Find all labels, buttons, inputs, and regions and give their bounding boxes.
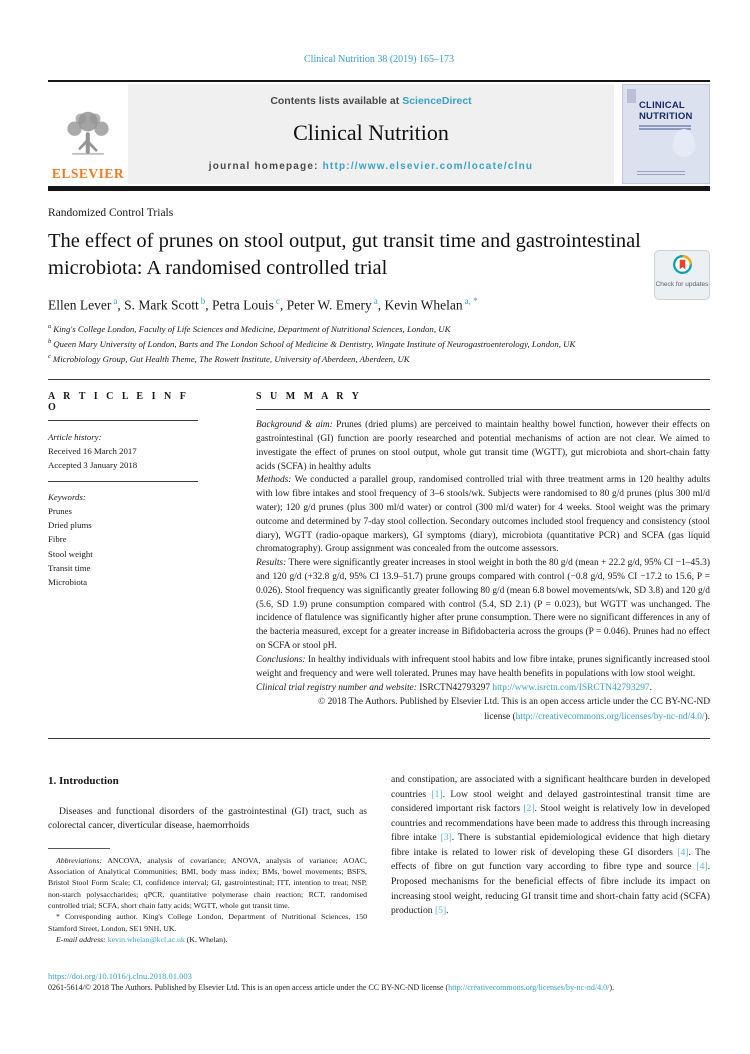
paragraph-text: . Stool weight is relatively low in developed countries and recommendations have been made to address this through increasing fibre intake <box>391 803 710 844</box>
elsevier-tree-icon <box>60 109 116 166</box>
paragraph-text: . The effects of fibre on gut function vary according to fibre type and source <box>391 846 711 873</box>
title-block <box>48 228 710 288</box>
page <box>0 54 750 1054</box>
paragraph-text: . Low stool weight and delayed gastrointestinal transit time are considered important risk factors <box>391 788 710 815</box>
doi-link[interactable]: https://doi.org/10.1016/j.clnu.2018.01.003 <box>48 971 192 981</box>
contents-prefix: Contents lists available at <box>270 95 403 107</box>
intro-right-paragraph <box>391 773 710 919</box>
article-info-heading: A R T I C L E I N F O <box>48 380 198 421</box>
methods-label: Methods: <box>256 475 292 486</box>
list-item: Microbiota <box>48 576 88 587</box>
background-text: Prunes (dried plums) are perceived to maintain healthy bowel function, however their effects on gastrointestinal (GI) function are poorly researched and potential mechanisms of action are not clear. We aimed to investigate the effect of prunes on stool output, whole gut transit time (WGTT), gut microbiota and short-chain fatty acids (SCFA) in healthy adults <box>256 420 710 472</box>
conclusions-text: In healthy individuals with infrequent stool habits and low fibre intake, prunes significantly increased stool weight and frequency and were well tolerated. Prunes may have health benefits in populations with low stool weight. <box>256 654 710 679</box>
article-history-label: Article history: <box>48 432 102 443</box>
author-affil-marker: a <box>373 295 378 306</box>
keywords-label: Keywords: <box>48 492 86 503</box>
check-updates-icon <box>672 262 693 279</box>
keywords-list <box>48 504 198 588</box>
contents-line <box>128 95 614 107</box>
list-item: Dried plums <box>48 520 92 531</box>
summary-column <box>256 380 710 725</box>
author-affil-marker: c <box>275 295 280 306</box>
homepage-line <box>128 161 614 172</box>
affiliation-list <box>48 322 710 366</box>
article-title: The effect of prunes on stool output, gut transit time and gastrointestinal microbiota: A randomised controlled trial <box>48 230 641 280</box>
author-name: S. Mark Scott <box>124 297 199 313</box>
summary-registry <box>256 682 710 696</box>
list-item: Fibre <box>48 534 67 545</box>
list-item: Stool weight <box>48 548 93 559</box>
author-name: Ellen Lever <box>48 297 112 313</box>
sciencedirect-link[interactable]: ScienceDirect <box>402 95 472 107</box>
journal-title: Clinical Nutrition <box>293 120 449 145</box>
abbreviations-text: ANCOVA, analysis of covariance; ANOVA, analysis of variance; AOAC, Association of Analytical Communities; BMI, body mass index; BMs, bowel movements; BSFS, Bristol Stool Form Scale; CI, confidence interval; GI, gastrointestinal; ITT, intention to treat; NSP, non-starch polysaccharides; qPCR, quantitative polymerase chain reaction; RCT, randomised controlled trial; SCFA, short chain fatty acids; WGTT, whole gut transit time. <box>48 855 367 911</box>
intro-left-column <box>48 773 367 945</box>
masthead-divider-bar <box>48 186 710 191</box>
list-item: Prunes <box>48 506 72 517</box>
email-link[interactable]: kevin.whelan@kcl.ac.uk <box>107 934 185 944</box>
corresponding-author-note: * Corresponding author. King's College London, Department of Nutritional Sciences, 150 Stamford Street, London, SE1 9NH, UK. <box>48 912 367 933</box>
summary-results <box>256 557 710 654</box>
introduction-section <box>48 773 710 945</box>
footnote-block <box>48 848 367 945</box>
elsevier-logo <box>48 84 128 184</box>
license-link[interactable]: http://creativecommons.org/licenses/by-nc-nd/4.0/ <box>515 712 705 723</box>
article-type-label: Randomized Control Trials <box>48 207 174 219</box>
reference-link[interactable]: [2] <box>523 803 535 815</box>
background-label: Background & aim: <box>256 420 333 431</box>
masthead-center <box>128 84 614 184</box>
reference-link[interactable]: [4] <box>677 846 689 858</box>
conclusions-label: Conclusions: <box>256 654 306 665</box>
info-divider <box>48 481 198 482</box>
affiliation-line: $^a$ King's College London, Faculty of Life Sciences and Medicine, Department of Nutritional Sciences, London, UK <box>48 323 451 335</box>
reference-link[interactable]: [3] <box>440 832 452 844</box>
masthead <box>48 80 710 184</box>
intro-left-paragraph: Diseases and functional disorders of the gastrointestinal (GI) tract, such as colorectal cancer, diverticular disease, haemorrhoids <box>48 805 367 832</box>
list-item: Transit time <box>48 562 91 573</box>
paragraph-text: and constipation, are associated with a significant healthcare burden in developed countries <box>391 773 710 800</box>
abbreviations-note <box>48 855 367 911</box>
methods-text: We conducted a parallel group, randomised controlled trial with three treatment arms in 120 healthy adults with low fibre intakes and stool frequency of 3–6 stools/wk. Subjects were randomised to 80 g/d prunes (plus 300 ml/d water); 120 g/d prunes (plus 300 ml/d water) or control (300 ml/d water) for 4 weeks. Stool weight was the primary outcome and determined by 7-day stool collection. Secondary outcomes included stool frequency and consistency (stool diary), WGTT (radio-opaque markers), GI symptoms (diary), microbiota (quantitative PCR) and SCFA (gas liquid chromatography). Group assignment was concealed from the outcome assessors. <box>256 475 710 555</box>
cover-footer-lines <box>637 169 685 175</box>
author-affil-marker: a <box>113 295 118 306</box>
copyright-line1: © 2018 The Authors. Published by Elsevier Ltd. This is an open access article under the CC BY-NC-ND <box>318 697 710 708</box>
elsevier-wordmark: ELSEVIER <box>51 166 125 181</box>
paragraph-text: . There is substantial epidemiological evidence that high dietary fibre intake is related to lower risk of developing these GI disorders <box>391 832 710 858</box>
cover-watermark <box>673 129 695 157</box>
registry-label: Clinical trial registry number and website: <box>256 682 417 693</box>
summary-conclusions <box>256 654 710 682</box>
reference-link[interactable]: [1] <box>431 788 443 800</box>
summary-background <box>256 419 710 474</box>
summary-methods <box>256 474 710 557</box>
cover-volume-block <box>627 89 636 103</box>
issn-suffix: ). <box>609 983 614 992</box>
issn-license-link[interactable]: http://creativecommons.org/licenses/by-nc-nd/4.0/ <box>448 983 610 992</box>
copyright-line2 <box>256 711 710 725</box>
homepage-prefix: journal homepage: <box>208 161 323 172</box>
registry-end: . <box>649 682 652 693</box>
journal-cover-thumbnail <box>622 84 710 184</box>
email-note <box>48 934 367 945</box>
email-label: E-mail address: <box>56 934 106 944</box>
info-summary-grid <box>48 380 710 725</box>
results-text: There were significantly greater increases in stool weight in both the 80 g/d (mean + 22.2 g/d, 95% CI −1–45.3) and 120 g/d (+32.8 g/d, 95% CI 13.9–51.7) prune groups compared with control (−0.8 g/d, 95% CI −17.2 to 15.6, P = 0.026). Stool frequency was significantly greater following 80 g/d (mean 6.8 bowel movements/wk, SD 3.8) and 120 g/d (5.6, SD 1.9) prune consumption compared with control (5.4, SD 2.1) (P = 0.023), but WGTT was unchanged. The incidence of flatulence was significantly higher after prune consumption. There were no significant differences in any of the bacteria measured, except for a greater increase in Bifidobacteria across the groups (P = 0.046). Prunes had no effect on SCFA or stool pH. <box>256 558 710 652</box>
article-history-list <box>48 444 198 472</box>
author-name: Peter W. Emery <box>286 297 372 313</box>
homepage-link[interactable]: http://www.elsevier.com/locate/clnu <box>322 161 534 172</box>
cover-subtitle-lines <box>639 125 703 131</box>
article-info-column <box>48 380 198 725</box>
page-footer <box>48 971 710 992</box>
list-item: Received 16 March 2017 <box>48 446 137 457</box>
cover-cell <box>622 84 710 184</box>
license-prefix: license ( <box>484 712 516 723</box>
author-name: Kevin Whelan <box>384 297 463 313</box>
reference-link[interactable]: [5] <box>434 905 447 917</box>
list-item: Accepted 3 January 2018 <box>48 460 138 471</box>
author-list: Ellen Lever $^a$, S. Mark Scott $^b$, Petra Louis $^c$, Peter W. Emery $^a$, Kevin Whelan $^{a, *}$ <box>48 295 478 313</box>
cover-title: CLINICAL NUTRITION <box>639 100 693 122</box>
author-affil-marker: a, * <box>464 295 478 306</box>
reference-link[interactable]: [4] <box>696 861 708 873</box>
divider-rule-bottom <box>48 738 710 739</box>
issn-license-line <box>48 983 710 992</box>
registry-link[interactable]: http://www.isrctn.com/ISRCTN42793297 <box>492 682 650 693</box>
affiliation-line: $^b$ Queen Mary University of London, Barts and The London School of Medicine & Dentistry, Wingate Institute of Neurogastroenterology, London, UK <box>48 337 576 349</box>
issn-prefix: 0261-5614/© 2018 The Authors. Published by Elsevier Ltd. This is an open access article under the CC BY-NC-ND license ( <box>48 983 449 992</box>
check-for-updates-badge[interactable] <box>654 250 710 300</box>
intro-right-column <box>391 773 710 945</box>
results-label: Results: <box>256 558 287 569</box>
check-updates-label: Check for updates <box>655 281 709 288</box>
paragraph-text: . <box>446 905 449 917</box>
author-name: Petra Louis <box>211 297 274 313</box>
license-suffix: ). <box>704 712 710 723</box>
journal-citation: Clinical Nutrition 38 (2019) 165–173 <box>304 54 454 65</box>
registry-number: ISRCTN42793297 <box>416 682 493 693</box>
abbreviations-label: Abbreviations: <box>56 855 103 865</box>
paragraph-text: . Proposed mechanisms for the beneficial effects of fibre include its impact on increasing stool weight, reducing GI transit time and short-chain fatty acid (SCFA) production <box>391 861 710 917</box>
footnote-rule <box>48 848 110 849</box>
introduction-heading: 1. Introduction <box>48 774 119 787</box>
author-affil-marker: b <box>200 295 206 306</box>
email-suffix: (K. Whelan). <box>184 934 228 944</box>
summary-heading: S U M M A R Y <box>256 380 710 410</box>
affiliation-line: $^c$ Microbiology Group, Gut Health Theme, The Rowett Institute, University of Aberdeen, Aberdeen, UK <box>48 352 410 364</box>
